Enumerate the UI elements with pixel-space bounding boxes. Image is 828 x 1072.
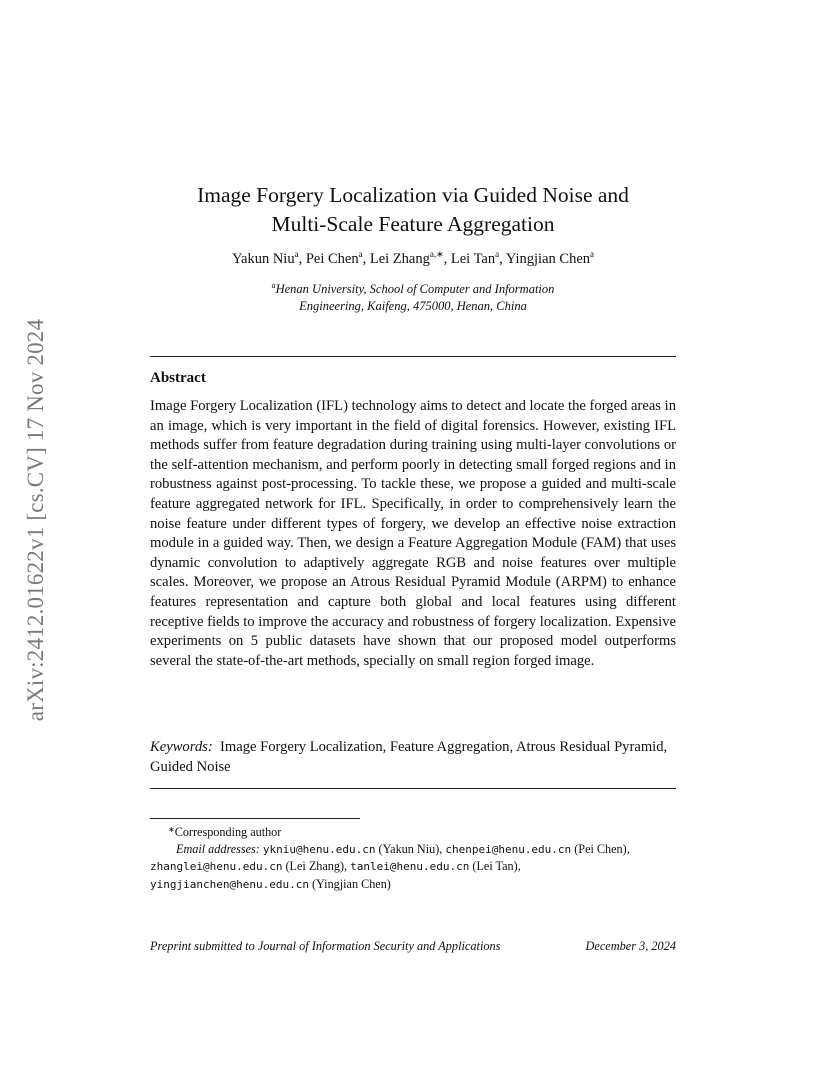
divider-bottom: [150, 788, 676, 789]
divider-top: [150, 356, 676, 357]
author: Pei Chen$^a$,: [305, 249, 370, 267]
title-line-1: Image Forgery Localization via Guided Noise and: [197, 183, 629, 208]
email-entry: yingjianchen@henu.edu.cn (Yingjian Chen): [150, 876, 391, 891]
email-addresses: [150, 841, 676, 894]
email-entry: tanlei@henu.edu.cn (Lei Tan),: [350, 859, 521, 873]
email-entry: chenpei@henu.edu.cn (Pei Chen),: [445, 841, 630, 856]
abstract-text: Image Forgery Localization (IFL) technology aims to detect and locate the forged areas in an image, which is very important in the field of digital forensics. However, existing IFL methods suffer from feature degradation during training using multi-layer convolutions or the self-attention mechanism, and perform poorly in detecting small forged regions and in robustness against post-processing. To tackle these, we propose a guided and multi-scale feature aggregated network for IFL. Specifically, in order to comprehensively learn the noise feature under different types of forgery, we develop an effective noise extraction module in a guided way. Then, we design a Feature Aggregation Module (FAM) that uses dynamic convolution to adaptively aggregate RGB and noise features over multiple scales. Moreover, we propose an Atrous Residual Pyramid Module (ARPM) to enhance features representation and capture both global and local features using different receptive fields to improve the accuracy and robustness of forgery localization. Expensive experiments on 5 public datasets have shown that our proposed model outperforms several the state-of-the-art methods, specially on small region forged image.: [150, 398, 676, 669]
preprint-date: December 3, 2024: [585, 939, 676, 953]
email-label: Email addresses:: [176, 841, 260, 856]
affiliation-line-2: Engineering, Kaifeng, 475000, Henan, China: [299, 299, 527, 313]
email-link[interactable]: yingjianchen@henu.edu.cn: [150, 877, 309, 891]
author: Lei Tan$^a$,: [450, 249, 506, 267]
author: Yingjian Chen$^a$: [505, 249, 595, 267]
author: Yakun Niu$^a$,: [231, 249, 306, 267]
title-line-2: Multi-Scale Feature Aggregation: [271, 212, 555, 237]
keywords-label: Keywords:: [150, 739, 213, 755]
footnote-rule: [150, 818, 360, 819]
email-entry: ykniu@henu.edu.cn (Yakun Niu),: [262, 841, 446, 856]
affiliation-line-1: Henan University, School of Computer and Information: [275, 282, 555, 296]
email-link[interactable]: chenpei@henu.edu.cn: [445, 842, 572, 856]
paper-title: [150, 181, 676, 239]
arxiv-stamp: arXiv:2412.01622v1 [cs.CV] 17 Nov 2024: [23, 318, 48, 722]
footnote: [150, 822, 676, 893]
affiliation-mark: a: [271, 281, 276, 290]
corresponding-note: ∗Corresponding author: [168, 825, 282, 839]
email-link[interactable]: ykniu@henu.edu.cn: [262, 842, 376, 856]
abstract-heading: Abstract: [150, 370, 206, 386]
keywords: [150, 738, 676, 777]
email-link[interactable]: tanlei@henu.edu.cn: [350, 860, 470, 873]
email-link[interactable]: zhanglei@henu.edu.cn: [150, 860, 283, 873]
author-list: [150, 244, 676, 269]
preprint-venue: Preprint submitted to Journal of Information Security and Applications: [150, 939, 501, 953]
keywords-text: Image Forgery Localization, Feature Aggregation, Atrous Residual Pyramid, Guided Noise: [150, 739, 668, 775]
affiliation: [150, 277, 676, 315]
preprint-line: [150, 939, 676, 954]
email-entry: zhanglei@henu.edu.cn (Lei Zhang),: [150, 859, 351, 873]
author: Lei Zhang$^{a,∗}$,: [369, 249, 451, 267]
